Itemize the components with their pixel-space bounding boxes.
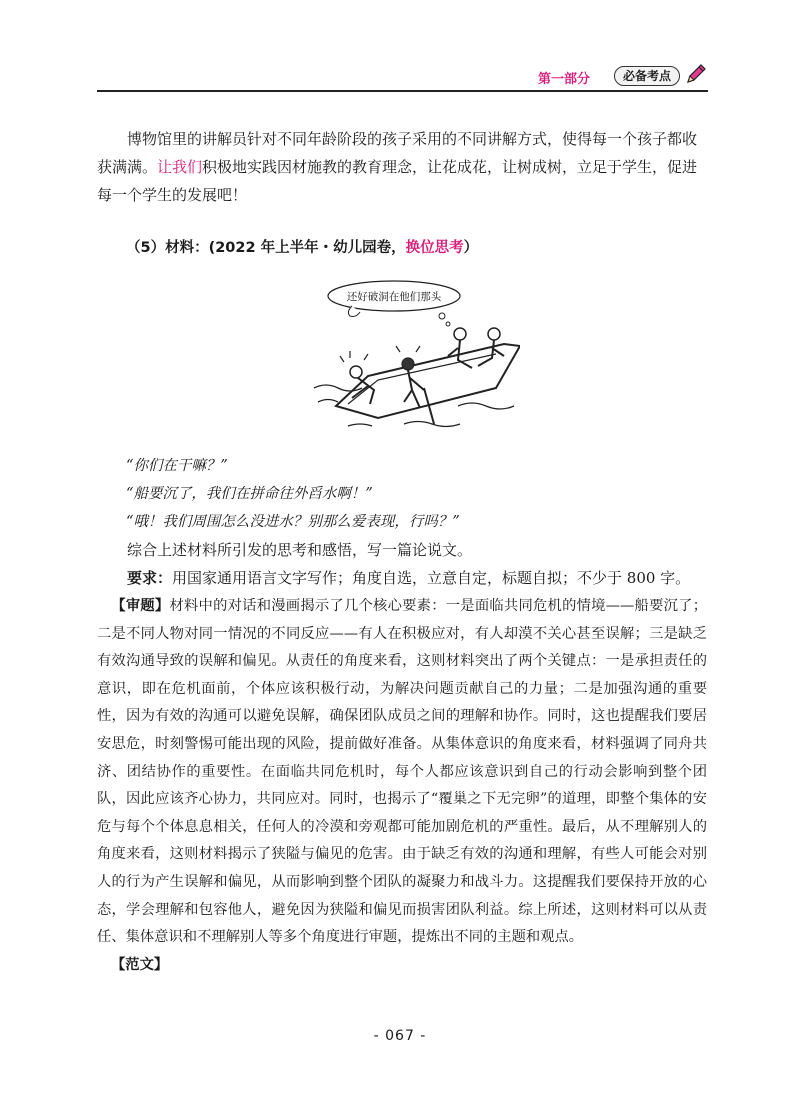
intro-paragraph — [97, 125, 707, 209]
section-label: 第一部分 — [537, 72, 590, 87]
header-rule — [97, 90, 708, 92]
page-header — [97, 62, 708, 92]
material-heading — [97, 234, 707, 262]
prompt-line: 综合上述材料所引发的思考和感悟，写一篇论说文。 — [127, 541, 473, 559]
dialogue-line: “船要沉了，我们在拼命往外舀水啊！” — [126, 486, 373, 502]
requirement-label: 要求： — [127, 569, 173, 587]
boat-comic-illustration — [308, 278, 520, 430]
material-highlight: 换位思考 — [405, 240, 464, 256]
requirement-text: 用国家通用语言文字写作；角度自选，立意自定，标题自拟；不少于 800 字。 — [172, 569, 691, 587]
sample-essay-label: 【范文】 — [111, 956, 169, 973]
page-number: - 067 - — [373, 1028, 427, 1044]
section-badge: 必备考点 — [614, 66, 680, 86]
dialogue-line: “哦！我们周围怎么没进水？别那么爱表现，行吗？” — [126, 514, 460, 530]
intro-highlight: 让我们 — [157, 158, 203, 176]
material-suffix: ） — [463, 240, 479, 256]
material-prefix: （5）材料：(2022 年上半年・幼儿园卷， — [126, 240, 406, 256]
intro-part2: 积极地实践因材施教的教育理念，让花成花，让树成树，立足于学生，促进每一个学生的发展吧！ — [97, 158, 698, 204]
speech-bubble-text: 还好破洞在他们那头 — [346, 291, 442, 303]
dialogue-block — [97, 452, 707, 592]
analysis-text: 材料中的对话和漫画揭示了几个核心要素：一是面临共同危机的情境——船要沉了；二是不同人物对同一情况的不同反应——有人在积极应对，有人却漠不关心甚至误解；三是缺乏有效沟通导致的误解和偏见。从责任的角度来看，这则材料突出了两个关键点：一是承担责任的意识，即在危机面前，个体应该积极行动，为解决问题贡献自己的力量；二是加强沟通的重要性，因为有效的沟通可以避免误解，确保团队成员之间的理解和协作。同时，这也提醒我们要居安思危，时刻警惕可能出现的风险，提前做好准备。从集体意识的角度来看，材料强调了同舟共济、团结协作的重要性。在面临共同危机时，每个人都应该意识到自己的行动会影响到整个团队，因此应该齐心协力，共同应对。同时，也揭示了“覆巢之下无完卵”的道理，即整个集体的安危与每个个体息息相关，任何人的冷漠和旁观都可能加剧危机的严重性。最后，从不理解别人的角度来看，这则材料揭示了狭隘与偏见的危害。由于缺乏有效的沟通和理解，有些人可能会对别人的行为产生误解和偏见，从而影响到整个团队的凝聚力和战斗力。这提醒我们要保持开放的心态，学会理解和包容他人，避免因为狭隘和偏见而损害团队利益。综上所述，这则材料可以从责任、集体意识和不理解别人等多个角度进行审题，提炼出不同的主题和观点。 — [97, 598, 708, 946]
intro-part1: 博物馆里的讲解员针对不同年龄阶段的孩子采用的不同讲解方式，使得每一个孩子都收获满满。 — [97, 130, 698, 176]
pencil-icon — [684, 62, 708, 86]
dialogue-line: “你们在干嘛？” — [126, 458, 228, 474]
analysis-label: 【审题】 — [111, 598, 170, 614]
analysis-block — [97, 593, 707, 979]
